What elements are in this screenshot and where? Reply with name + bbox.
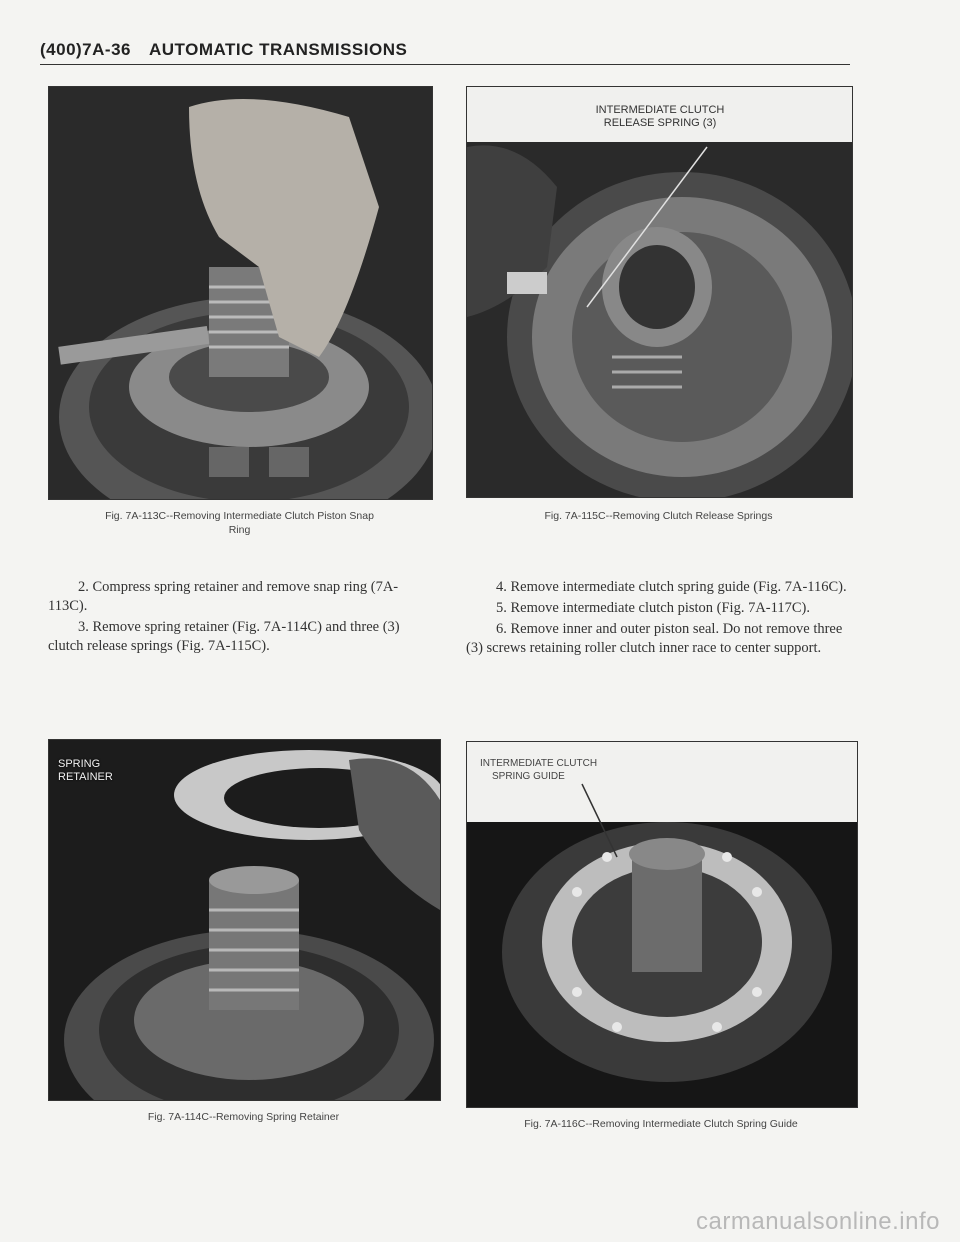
right-steps <box>466 578 852 660</box>
figure-caption-spring-retainer <box>48 1110 439 1124</box>
figure-caption-release-springs <box>466 509 851 523</box>
caption-line: Ring <box>228 524 251 536</box>
label-line: INTERMEDIATE CLUTCH <box>480 758 598 769</box>
step-6: 6. Remove inner and outer piston seal. Do not remove three (3) screws retaining roller clutch inner race to center support. <box>466 621 843 656</box>
page-code: (400)7A-36 <box>40 40 131 59</box>
figure-photo-snap-ring <box>48 86 433 500</box>
caption-line: Fig. 7A-115C--Removing Clutch Release Springs <box>544 510 773 522</box>
caption-line: Fig. 7A-113C--Removing Intermediate Clutch Piston Snap <box>105 510 374 522</box>
spring-guide-label <box>480 757 640 783</box>
label-line: SPRING GUIDE <box>492 771 565 782</box>
figure-caption-snap-ring <box>48 509 431 537</box>
section-title: AUTOMATIC TRANSMISSIONS <box>149 40 408 59</box>
figure-photo-spring-guide <box>466 741 858 1108</box>
step-5: 5. Remove intermediate clutch piston (Fig. 7A-117C). <box>496 600 810 616</box>
step-2: 2. Compress spring retainer and remove snap ring (7A-113C). <box>48 579 399 614</box>
step-4: 4. Remove intermediate clutch spring guide (Fig. 7A-116C). <box>496 579 847 595</box>
figure-photo-release-springs <box>466 86 853 498</box>
watermark: carmanualsonline.info <box>696 1208 940 1235</box>
spring-retainer-label <box>58 758 128 784</box>
label-line: INTERMEDIATE CLUTCH <box>595 104 725 116</box>
release-spring-label <box>560 104 760 130</box>
figure-photo-spring-retainer <box>48 739 441 1101</box>
label-line: RETAINER <box>58 771 113 783</box>
caption-line: Fig. 7A-116C--Removing Intermediate Clutch Spring Guide <box>524 1118 798 1130</box>
label-line: RELEASE SPRING (3) <box>603 117 717 129</box>
label-line: SPRING <box>58 758 101 770</box>
step-3: 3. Remove spring retainer (Fig. 7A-114C) and three (3) clutch release springs (Fig. 7A-115C). <box>48 619 400 654</box>
figure-caption-spring-guide <box>466 1117 856 1131</box>
caption-line: Fig. 7A-114C--Removing Spring Retainer <box>147 1111 340 1123</box>
page-header <box>40 40 850 65</box>
left-steps <box>48 578 434 658</box>
